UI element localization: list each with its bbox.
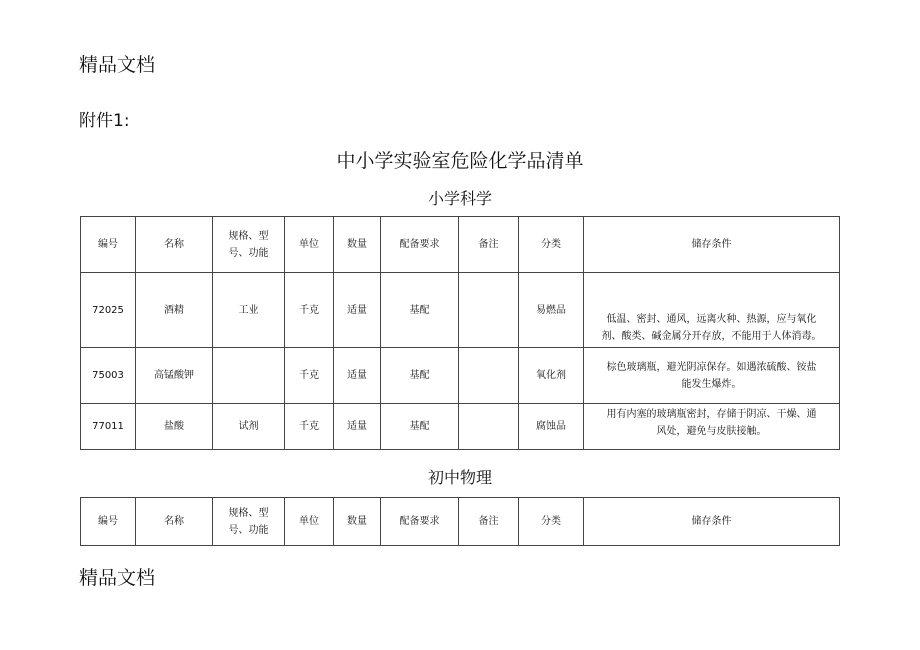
col-header-code: 编号 bbox=[81, 217, 136, 273]
col-header-spec bbox=[213, 217, 285, 273]
cell-storage bbox=[584, 404, 840, 450]
cell-qty: 适量 bbox=[334, 404, 381, 450]
chemicals-table-physics bbox=[80, 497, 840, 546]
col-header-spec bbox=[213, 498, 285, 546]
storage-line1: 棕色玻璃瓶，避光阴凉保存。如遇浓硫酸、铵盐 bbox=[606, 361, 817, 373]
table-row bbox=[81, 404, 840, 450]
storage-line1: 低温、密封、通风，远离火种、热源，应与氧化 bbox=[606, 314, 817, 325]
cell-unit: 千克 bbox=[285, 404, 334, 450]
col-header-unit: 单位 bbox=[285, 217, 334, 273]
attachment-label: 附件1: bbox=[79, 111, 130, 131]
cell-unit: 千克 bbox=[285, 273, 334, 348]
col-header-qty: 数量 bbox=[334, 217, 381, 273]
cell-note bbox=[459, 348, 519, 404]
cell-storage bbox=[584, 348, 840, 404]
cell-qty: 适量 bbox=[334, 348, 381, 404]
col-header-qty: 数量 bbox=[334, 498, 381, 546]
chemicals-table-primary bbox=[80, 216, 840, 450]
cell-category: 易燃品 bbox=[519, 273, 584, 348]
section-title-primary-science: 小学科学 bbox=[427, 189, 492, 208]
storage-line2: 能发生爆炸。 bbox=[681, 378, 742, 390]
cell-qty: 适量 bbox=[334, 273, 381, 348]
cell-spec: 工业 bbox=[213, 273, 285, 348]
cell-category: 氧化剂 bbox=[519, 348, 584, 404]
cell-name: 酒精 bbox=[136, 273, 213, 348]
col-header-config: 配备要求 bbox=[381, 498, 459, 546]
section-title-junior-physics: 初中物理 bbox=[427, 468, 492, 487]
cell-category: 腐蚀品 bbox=[519, 404, 584, 450]
page-header: 精品文档 bbox=[79, 54, 156, 76]
cell-code: 72025 bbox=[81, 273, 136, 348]
cell-name: 盐酸 bbox=[136, 404, 213, 450]
col-header-spec-line1: 规格、型 bbox=[228, 507, 269, 519]
cell-config: 基配 bbox=[381, 273, 459, 348]
cell-code: 77011 bbox=[81, 404, 136, 450]
cell-note bbox=[459, 273, 519, 348]
col-header-note: 备注 bbox=[459, 498, 519, 546]
storage-line2: 剂、酸类、碱金属分开存放，不能用于人体消毒。 bbox=[601, 331, 822, 342]
cell-config: 基配 bbox=[381, 404, 459, 450]
cell-spec bbox=[213, 348, 285, 404]
cell-note bbox=[459, 404, 519, 450]
storage-line2: 风处，避免与皮肤接触。 bbox=[656, 426, 767, 437]
col-header-category: 分类 bbox=[519, 217, 584, 273]
page-footer: 精品文档 bbox=[79, 567, 156, 589]
col-header-config: 配备要求 bbox=[381, 217, 459, 273]
document-title: 中小学实验室危险化学品清单 bbox=[336, 150, 584, 172]
col-header-spec-line1: 规格、型 bbox=[228, 230, 269, 242]
cell-unit: 千克 bbox=[285, 348, 334, 404]
cell-name: 高锰酸钾 bbox=[136, 348, 213, 404]
col-header-name: 名称 bbox=[136, 217, 213, 273]
cell-code: 75003 bbox=[81, 348, 136, 404]
table-header-row bbox=[81, 498, 840, 546]
col-header-category: 分类 bbox=[519, 498, 584, 546]
cell-config: 基配 bbox=[381, 348, 459, 404]
table-header-row bbox=[81, 217, 840, 273]
col-header-spec-line2: 号、功能 bbox=[228, 524, 269, 536]
col-header-code: 编号 bbox=[81, 498, 136, 546]
col-header-note: 备注 bbox=[459, 217, 519, 273]
table-row bbox=[81, 348, 840, 404]
col-header-storage: 储存条件 bbox=[584, 217, 840, 273]
table-row bbox=[81, 273, 840, 348]
col-header-name: 名称 bbox=[136, 498, 213, 546]
cell-spec: 试剂 bbox=[213, 404, 285, 450]
col-header-spec-line2: 号、功能 bbox=[228, 247, 269, 259]
storage-line1: 用有内塞的玻璃瓶密封，存储于阴凉、干燥、通 bbox=[606, 409, 817, 420]
cell-storage bbox=[584, 273, 840, 348]
col-header-storage: 储存条件 bbox=[584, 498, 840, 546]
col-header-unit: 单位 bbox=[285, 498, 334, 546]
